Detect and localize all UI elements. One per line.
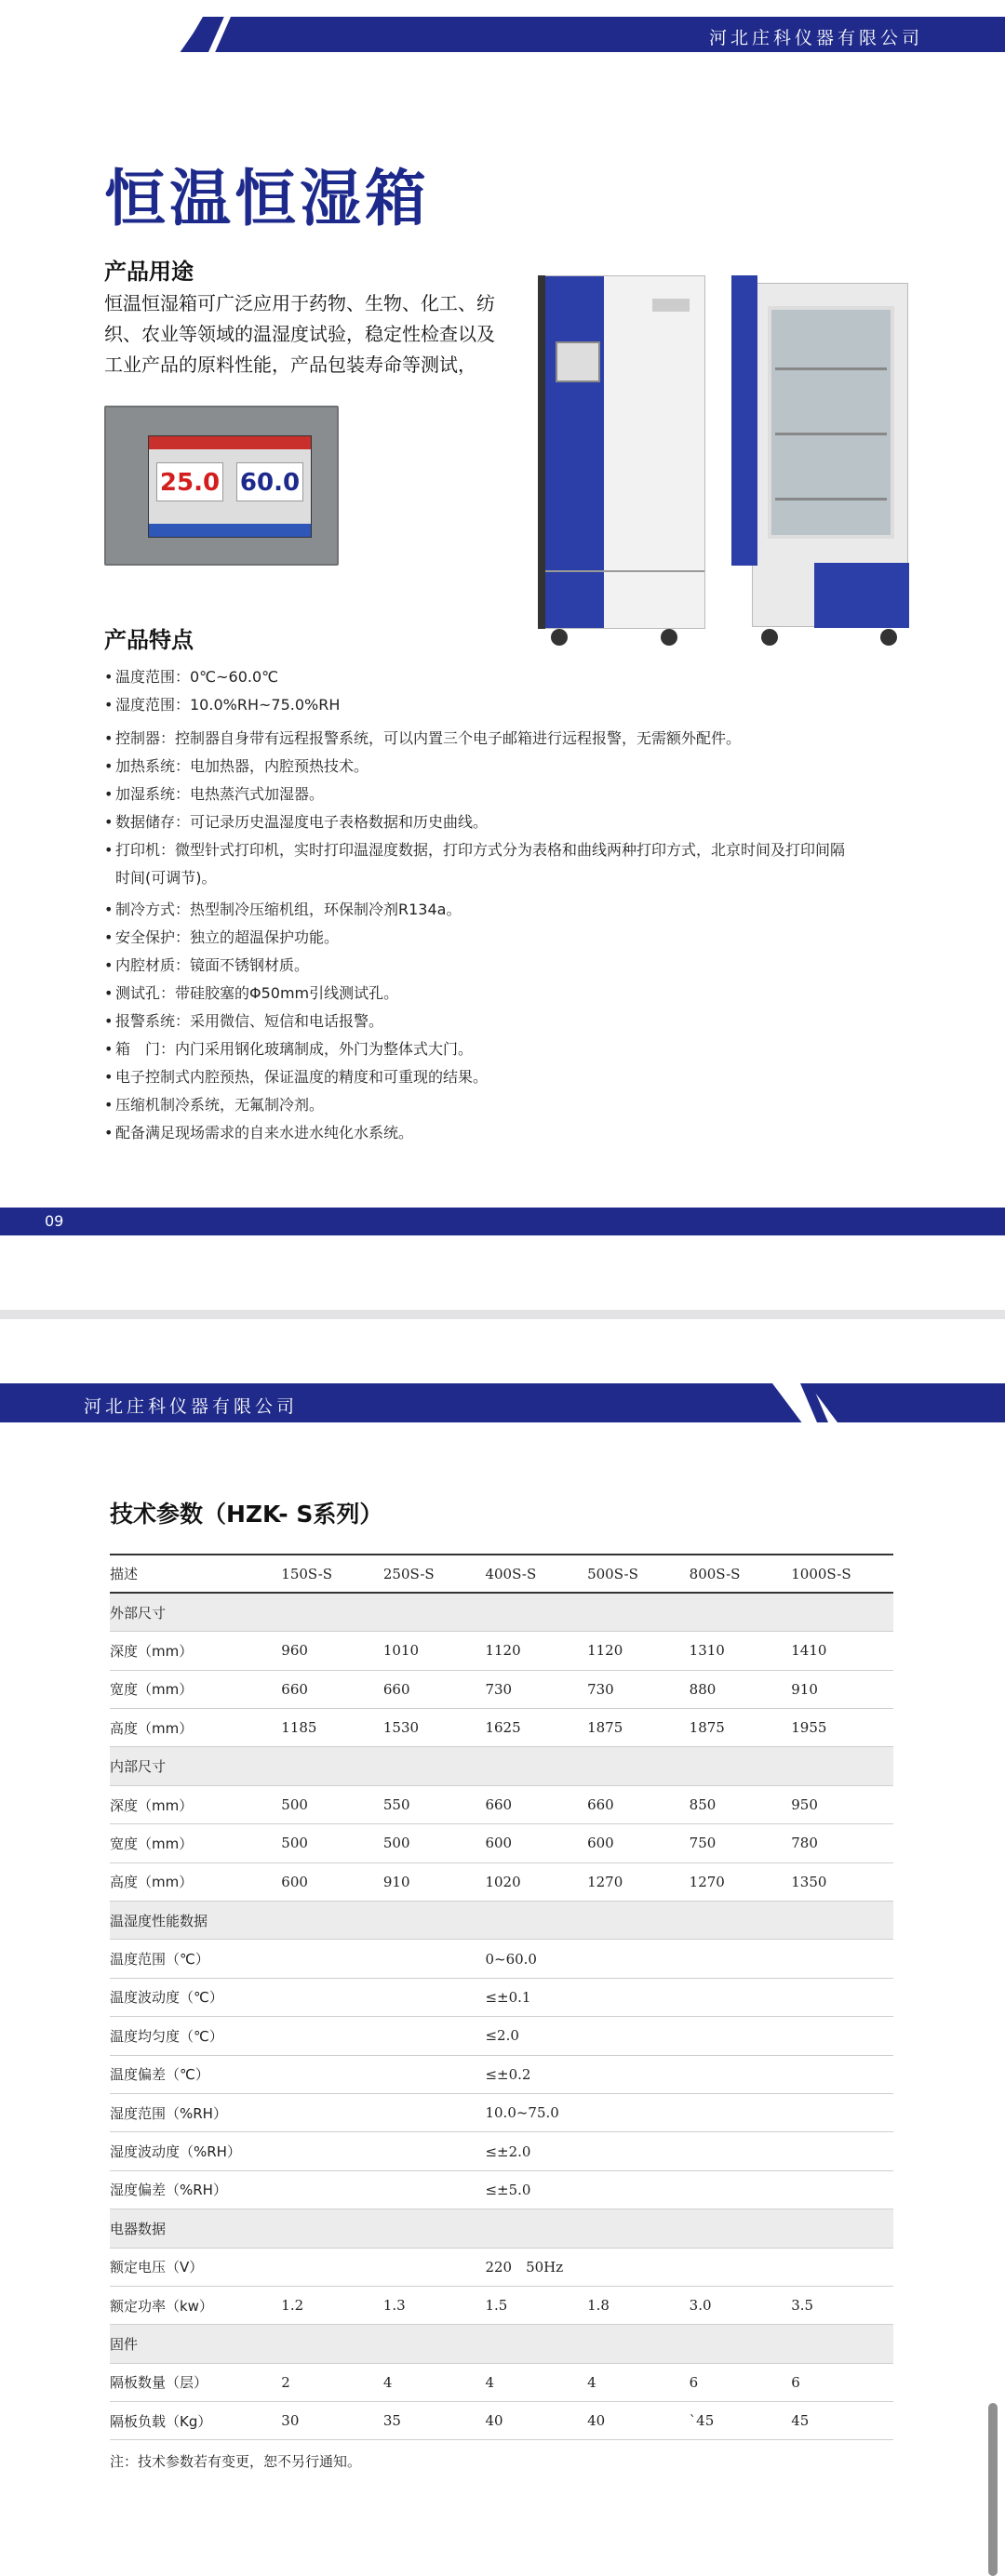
table-cell: 910 <box>791 1670 893 1708</box>
page-title: 恒温恒湿箱 <box>104 162 430 234</box>
features-list <box>104 663 849 1147</box>
table-cell: 660 <box>281 1670 383 1708</box>
table-cell: 4 <box>587 2363 690 2401</box>
table-row-label: 湿度范围（%RH） <box>110 2093 281 2131</box>
controller-screen-image <box>104 406 339 566</box>
table-row-label: 宽度（mm） <box>110 1824 281 1862</box>
header-band <box>0 1383 1005 1422</box>
table-group-label: 内部尺寸 <box>110 1747 893 1785</box>
table-row <box>110 1978 893 2016</box>
spec-title: 技术参数（HZK- S系列） <box>110 1501 383 1528</box>
table-row-label: 湿度波动度（%RH） <box>110 2132 281 2170</box>
feature-item: • 报警系统：采用微信、短信和电话报警。 <box>104 1008 849 1035</box>
table-group-label: 温湿度性能数据 <box>110 1902 893 1940</box>
table-row <box>110 1670 893 1708</box>
table-row-label: 温度偏差（℃） <box>110 2055 281 2093</box>
scrollbar[interactable] <box>988 2403 998 2576</box>
table-cell: 1530 <box>383 1709 486 1747</box>
table-row <box>110 2325 893 2363</box>
brochure-page-2 <box>0 1326 1005 2576</box>
table-header-cell: 1000S-S <box>791 1555 893 1593</box>
table-cell: 500 <box>281 1824 383 1862</box>
footer-band <box>0 1208 1005 1235</box>
table-cell: 1410 <box>791 1632 893 1670</box>
table-group-label: 固件 <box>110 2325 893 2363</box>
table-header-cell: 500S-S <box>587 1555 690 1593</box>
table-cell: 35 <box>383 2402 486 2440</box>
table-row <box>110 2363 893 2401</box>
table-row <box>110 1824 893 1862</box>
table-cell: 500 <box>281 1785 383 1823</box>
table-row <box>110 2209 893 2248</box>
table-cell: 3.5 <box>791 2286 893 2324</box>
table-row-label: 温度波动度（℃） <box>110 1978 281 2016</box>
usage-text: 恒温恒湿箱可广泛应用于药物、生物、化工、纺织、农业等领域的温湿度试验，稳定性检查以及工业产品的原料性能，产品包装寿命等测试， <box>104 292 495 376</box>
temperature-readout: 25.0 <box>156 462 223 501</box>
table-cell: 880 <box>690 1670 792 1708</box>
table-row <box>110 1632 893 1670</box>
table-row-label: 深度（mm） <box>110 1785 281 1823</box>
table-cell: 730 <box>485 1670 587 1708</box>
feature-item: • 压缩机制冷系统，无氟制冷剂。 <box>104 1091 849 1119</box>
table-cell: 45 <box>791 2402 893 2440</box>
table-cell-span: ≤2.0 <box>485 2017 893 2055</box>
table-row <box>110 1747 893 1785</box>
table-cell: `45 <box>690 2402 792 2440</box>
table-cell: 40 <box>485 2402 587 2440</box>
header-band <box>0 17 1005 52</box>
table-cell: 950 <box>791 1785 893 1823</box>
table-cell: 1625 <box>485 1709 587 1747</box>
table-cell-span: 0~60.0 <box>485 1940 893 1978</box>
table-row <box>110 2286 893 2324</box>
table-row <box>110 1940 893 1978</box>
brochure-page-1 <box>0 0 1005 1237</box>
table-row <box>110 1862 893 1901</box>
table-cell: 730 <box>587 1670 690 1708</box>
table-row-label: 温度范围（℃） <box>110 1940 281 1978</box>
feature-item: • 制冷方式：热型制冷压缩机组，环保制冷剂R134a。 <box>104 896 849 924</box>
table-cell: 1010 <box>383 1632 486 1670</box>
table-header-cell: 描述 <box>110 1555 281 1593</box>
feature-item: • 湿度范围：10.0%RH~75.0%RH <box>104 691 849 719</box>
table-cell-span: 10.0~75.0 <box>485 2093 893 2131</box>
spec-table <box>110 1554 893 2440</box>
table-cell: 1955 <box>791 1709 893 1747</box>
table-cell: 40 <box>587 2402 690 2440</box>
table-cell: 1.5 <box>485 2286 587 2324</box>
table-row <box>110 2248 893 2286</box>
table-cell: 3.0 <box>690 2286 792 2324</box>
table-cell: 1270 <box>587 1862 690 1901</box>
table-cell: 1.2 <box>281 2286 383 2324</box>
company-name: 河北庄科仪器有限公司 <box>84 1396 299 1417</box>
page-number: 09 <box>45 1212 64 1230</box>
table-row <box>110 1593 893 1631</box>
table-cell-span: ≤±0.2 <box>485 2055 893 2093</box>
table-cell: 660 <box>383 1670 486 1708</box>
table-row <box>110 2055 893 2093</box>
table-cell: 1310 <box>690 1632 792 1670</box>
table-row-label: 隔板数量（层） <box>110 2363 281 2401</box>
table-cell: 910 <box>383 1862 486 1901</box>
table-row-label: 高度（mm） <box>110 1862 281 1901</box>
table-cell: 660 <box>587 1785 690 1823</box>
table-cell: 2 <box>281 2363 383 2401</box>
feature-item: • 测试孔：带硅胶塞的Φ50mm引线测试孔。 <box>104 980 849 1008</box>
table-cell: 960 <box>281 1632 383 1670</box>
table-cell: 600 <box>281 1862 383 1901</box>
table-cell: 1.8 <box>587 2286 690 2324</box>
table-cell: 1120 <box>485 1632 587 1670</box>
table-cell: 600 <box>485 1824 587 1862</box>
feature-item: • 温度范围：0℃~60.0℃ <box>104 663 849 691</box>
table-row <box>110 1902 893 1940</box>
table-row <box>110 2402 893 2440</box>
table-cell: 660 <box>485 1785 587 1823</box>
table-header-cell: 150S-S <box>281 1555 383 1593</box>
table-header-cell: 250S-S <box>383 1555 486 1593</box>
feature-item: • 电子控制式内腔预热，保证温度的精度和可重现的结果。 <box>104 1063 849 1091</box>
table-cell-span: ≤±2.0 <box>485 2132 893 2170</box>
table-row <box>110 2017 893 2055</box>
chamber-closed-image <box>542 275 705 629</box>
table-row-label: 额定功率（kw） <box>110 2286 281 2324</box>
table-row-label: 温度均匀度（℃） <box>110 2017 281 2055</box>
table-row-label: 深度（mm） <box>110 1632 281 1670</box>
table-cell: 30 <box>281 2402 383 2440</box>
table-cell-span: ≤±5.0 <box>485 2170 893 2209</box>
table-cell: 500 <box>383 1824 486 1862</box>
table-cell: 6 <box>791 2363 893 2401</box>
table-cell: 1875 <box>587 1709 690 1747</box>
features-heading: 产品特点 <box>104 627 194 653</box>
feature-item: • 内腔材质：镜面不锈钢材质。 <box>104 952 849 980</box>
table-row-label: 高度（mm） <box>110 1709 281 1747</box>
feature-item: • 数据储存：可记录历史温湿度电子表格数据和历史曲线。 <box>104 808 849 836</box>
table-cell: 750 <box>690 1824 792 1862</box>
table-row-label: 湿度偏差（%RH） <box>110 2170 281 2209</box>
table-cell: 850 <box>690 1785 792 1823</box>
usage-heading: 产品用途 <box>104 259 194 285</box>
table-cell: 1120 <box>587 1632 690 1670</box>
feature-item: • 安全保护：独立的超温保护功能。 <box>104 924 849 952</box>
table-row-label: 额定电压（V） <box>110 2248 281 2286</box>
humidity-readout: 60.0 <box>236 462 303 501</box>
table-cell: 550 <box>383 1785 486 1823</box>
table-group-label: 电器数据 <box>110 2209 893 2248</box>
table-cell: 1270 <box>690 1862 792 1901</box>
company-name: 河北庄科仪器有限公司 <box>708 28 923 48</box>
table-cell: 1875 <box>690 1709 792 1747</box>
table-cell: 1350 <box>791 1862 893 1901</box>
table-cell: 1020 <box>485 1862 587 1901</box>
table-cell: 4 <box>383 2363 486 2401</box>
feature-item: • 加湿系统：电热蒸汽式加湿器。 <box>104 781 849 808</box>
table-cell: 4 <box>485 2363 587 2401</box>
table-cell-span: 220 50Hz <box>485 2248 893 2286</box>
table-cell: 1.3 <box>383 2286 486 2324</box>
table-header-cell: 400S-S <box>485 1555 587 1593</box>
table-cell: 1185 <box>281 1709 383 1747</box>
table-row-label: 隔板负载（Kg） <box>110 2402 281 2440</box>
feature-item: • 配备满足现场需求的自来水进水纯化水系统。 <box>104 1119 849 1147</box>
feature-item: • 打印机：微型针式打印机，实时打印温湿度数据，打印方式分为表格和曲线两种打印方式，北京时间及打印间隔时间(可调节)。 <box>104 836 849 892</box>
table-cell: 780 <box>791 1824 893 1862</box>
table-header-row <box>110 1555 893 1593</box>
table-row <box>110 1709 893 1747</box>
chamber-open-image <box>752 283 908 627</box>
page-divider <box>0 1310 1005 1319</box>
table-row <box>110 2170 893 2209</box>
table-row <box>110 2093 893 2131</box>
feature-item: • 箱 门：内门采用钢化玻璃制成，外门为整体式大门。 <box>104 1035 849 1063</box>
table-row-label: 宽度（mm） <box>110 1670 281 1708</box>
table-cell-span: ≤±0.1 <box>485 1978 893 2016</box>
table-row <box>110 2132 893 2170</box>
table-cell: 6 <box>690 2363 792 2401</box>
table-row <box>110 1785 893 1823</box>
table-group-label: 外部尺寸 <box>110 1593 893 1631</box>
spec-note: 注：技术参数若有变更，恕不另行通知。 <box>110 2453 362 2470</box>
table-cell: 600 <box>587 1824 690 1862</box>
table-header-cell: 800S-S <box>690 1555 792 1593</box>
feature-item: • 控制器：控制器自身带有远程报警系统，可以内置三个电子邮箱进行远程报警，无需额外配件。 <box>104 725 849 753</box>
feature-item: • 加热系统：电加热器，内腔预热技术。 <box>104 753 849 781</box>
